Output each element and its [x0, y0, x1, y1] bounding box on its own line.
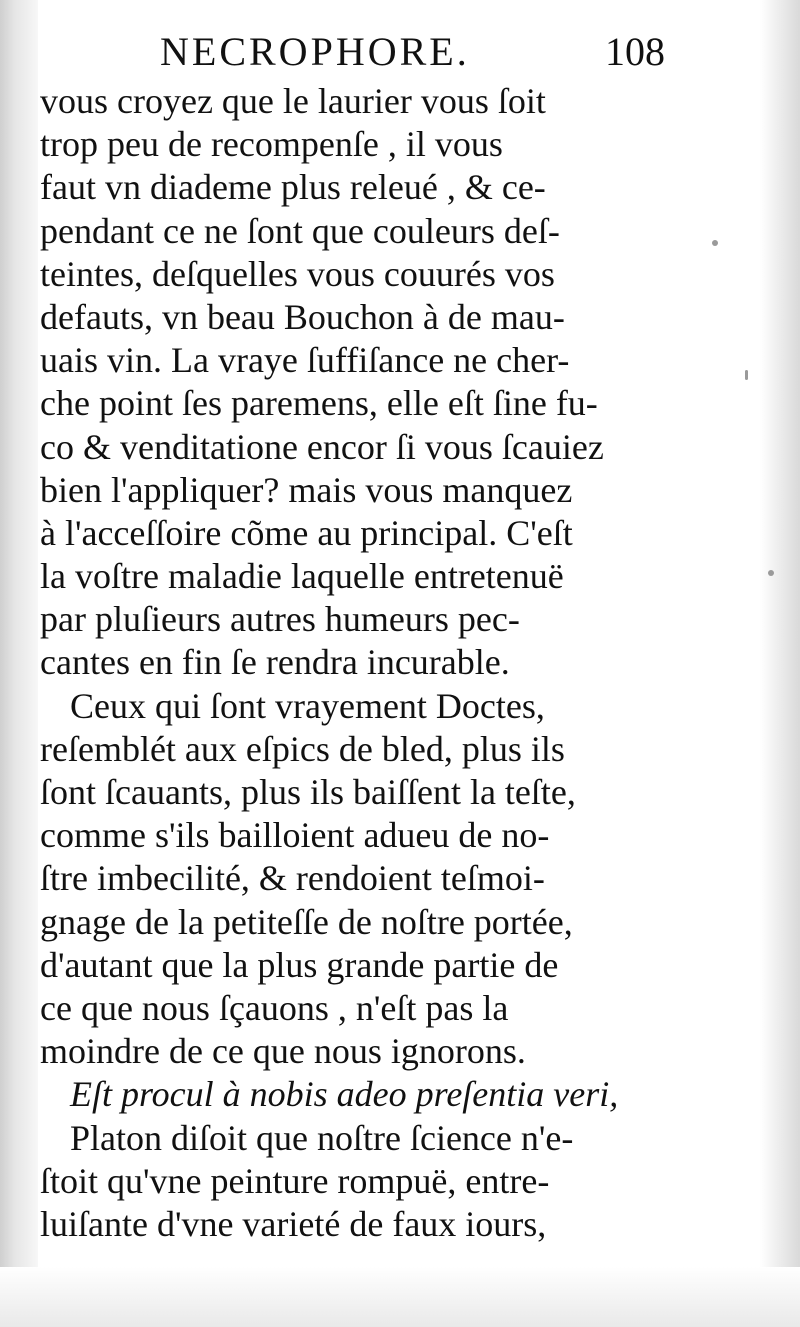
paragraph-start-line: Platon diſoit que noſtre ſcience n'e-: [70, 1117, 574, 1158]
text-line: cantes en fin ſe rendra incurable.: [40, 642, 510, 683]
latin-quotation-line: Eſt procul à nobis adeo preſentia veri,: [70, 1074, 619, 1115]
text-line: vous croyez que le laurier vous ſoit: [40, 81, 546, 121]
text-line: trop peu de recompenſe , il vous: [40, 124, 503, 165]
text-line: par pluſieurs autres humeurs pec-: [40, 599, 520, 640]
text-line: gnage de la petiteſſe de noſtre portée,: [40, 901, 573, 942]
text-line: ſtoit qu'vne peinture rompuë, entre-: [40, 1160, 550, 1201]
text-line: che point ſes paremens, elle eſt ſine fu-: [40, 383, 598, 424]
text-line: d'autant que la plus grande partie de: [40, 944, 559, 985]
text-line: faut vn diademe plus releué , & ce-: [40, 167, 546, 208]
page-bottom-shadow: [0, 1267, 800, 1327]
running-head: NECROPHORE.: [160, 29, 470, 74]
text-line: pendant ce ne ſont que couleurs deſ-: [40, 210, 560, 251]
text-line: ſtre imbecilité, & rendoient teſmoi-: [40, 858, 545, 899]
page-number: 108: [605, 29, 665, 74]
text-line: teintes, deſquelles vous couurés vos: [40, 253, 555, 294]
text-line: co & venditatione encor ſi vous ſcauiez: [40, 426, 604, 467]
page-header: [40, 28, 665, 78]
text-line: à l'acceſſoire cõme au principal. C'eſt: [40, 512, 573, 553]
text-line: ſont ſcauants, plus ils baiſſent la teſte,: [40, 772, 576, 812]
text-line: ce que nous ſçauons , n'eſt pas la: [40, 987, 509, 1028]
text-line: defauts, vn beau Bouchon à de mau-: [40, 296, 565, 337]
page-edge-right: [760, 0, 800, 1327]
text-line: uais vin. La vraye ſuffiſance ne cher-: [40, 340, 570, 381]
body-text: [40, 80, 665, 1246]
paragraph-start-line: Ceux qui ſont vrayement Doctes,: [70, 685, 545, 726]
paper-speck: [768, 570, 774, 576]
text-line: moindre de ce que nous ignorons.: [40, 1031, 526, 1072]
paper-speck: [712, 240, 718, 246]
text-line: reſemblét aux eſpics de bled, plus ils: [40, 728, 565, 769]
paper-speck: [745, 370, 748, 380]
text-line: comme s'ils bailloient adueu de no-: [40, 815, 550, 856]
page-edge-left: [0, 0, 38, 1327]
text-line: la voſtre maladie laquelle entretenuë: [40, 556, 564, 597]
text-line: luiſante d'vne varieté de faux iours,: [40, 1203, 547, 1244]
text-line: bien l'appliquer? mais vous manquez: [40, 469, 573, 510]
